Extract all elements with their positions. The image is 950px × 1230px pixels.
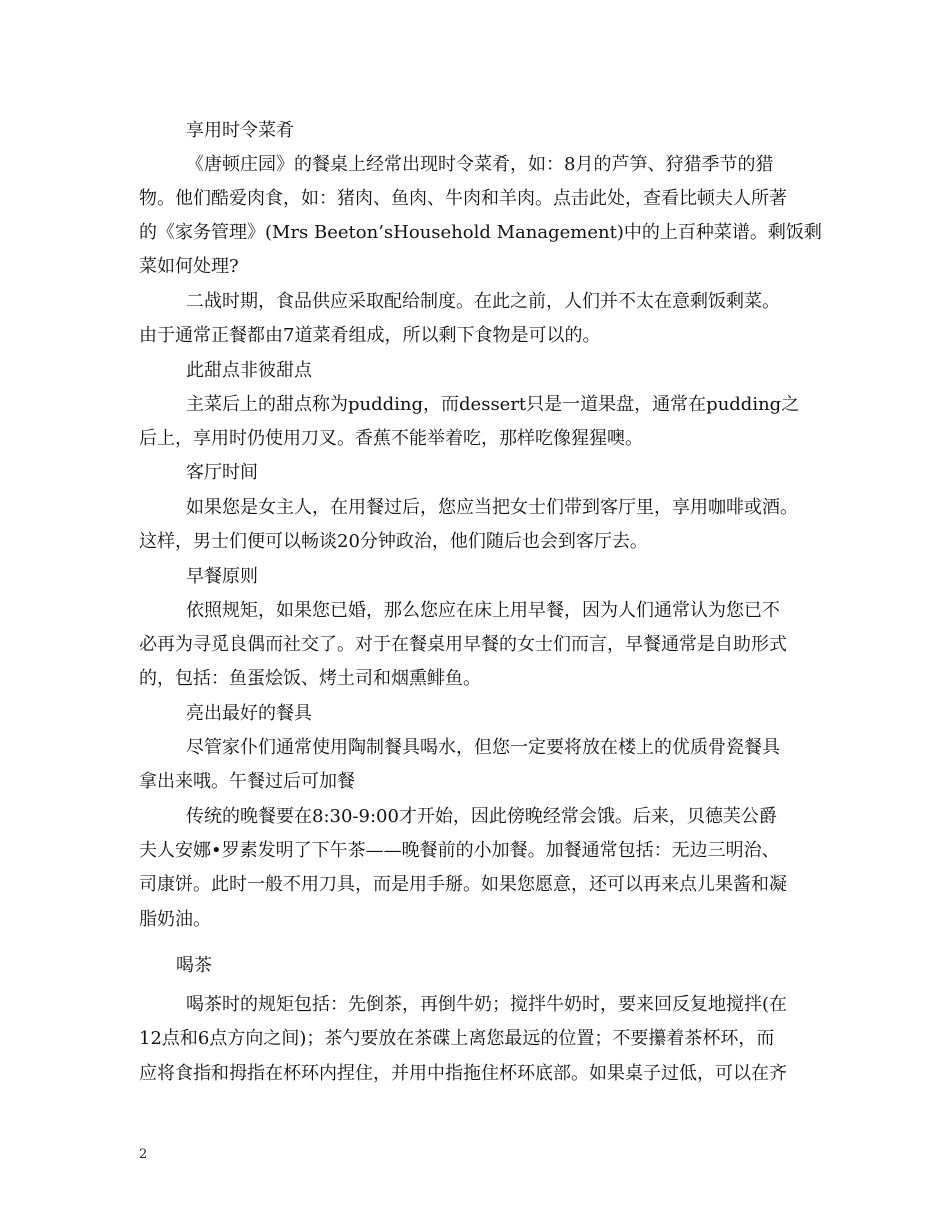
heading-seasonal-dishes: 享用时令菜肴 — [186, 120, 294, 141]
heading-best-tableware: 亮出最好的餐具 — [186, 703, 312, 724]
heading-drawing-room-time: 客厅时间 — [186, 462, 258, 483]
heading-breakfast-rules: 早餐原则 — [186, 566, 258, 587]
paragraph-line: 12点和6点方向之间)；茶勺要放在茶碟上离您最远的位置；不要攥着茶杯环，而 — [139, 1028, 775, 1049]
paragraph-line: 后上，享用时仍使用刀叉。香蕉不能举着吃，那样吃像猩猩噢。 — [139, 428, 643, 449]
paragraph-line: 必再为寻觅良偶而社交了。对于在餐桌用早餐的女士们而言，早餐通常是自助形式 — [139, 634, 787, 655]
paragraph-line: 这样，男士们便可以畅谈20分钟政治，他们随后也会到客厅去。 — [139, 531, 648, 552]
paragraph-line: 司康饼。此时一般不用刀具，而是用手掰。如果您愿意，还可以再来点儿果酱和凝 — [139, 874, 787, 895]
paragraph-line: 二战时期，食品供应采取配给制度。在此之前，人们并不太在意剩饭剩菜。 — [186, 291, 780, 312]
paragraph-line: 如果您是女主人，在用餐过后，您应当把女士们带到客厅里，享用咖啡或酒。 — [186, 497, 798, 518]
paragraph-line: 的，包括：鱼蛋烩饭、烤土司和烟熏鲱鱼。 — [139, 668, 481, 689]
paragraph-line: 《唐顿庄园》的餐桌上经常出现时令菜肴，如：8月的芦笋、狩猎季节的猎 — [186, 154, 774, 175]
heading-drinking-tea: 喝茶 — [176, 955, 212, 976]
paragraph-line: 的《家务管理》(Mrs Beeton’sHousehold Management)中的上百种菜谱。剩饭剩 — [139, 222, 822, 243]
heading-dessert: 此甜点非彼甜点 — [186, 360, 312, 381]
paragraph-line: 脂奶油。 — [139, 909, 211, 930]
paragraph-line: 传统的晚餐要在8:30-9:00才开始，因此傍晚经常会饿。后来，贝德芙公爵 — [186, 806, 777, 827]
page-number: 2 — [139, 1147, 148, 1162]
paragraph-line: 主菜后上的甜点称为pudding，而dessert只是一道果盘，通常在pudding之 — [186, 394, 800, 415]
paragraph-line: 菜如何处理? — [139, 256, 239, 277]
paragraph-line: 夫人安娜•罗素发明了下午茶——晚餐前的小加餐。加餐通常包括：无边三明治、 — [139, 840, 780, 861]
paragraph-line: 尽管家仆们通常使用陶制餐具喝水，但您一定要将放在楼上的优质骨瓷餐具 — [186, 737, 780, 758]
paragraph-line: 依照规矩，如果您已婚，那么您应在床上用早餐，因为人们通常认为您已不 — [186, 600, 780, 621]
paragraph-line: 物。他们酷爱肉食，如：猪肉、鱼肉、牛肉和羊肉。点击此处，查看比顿夫人所著 — [139, 188, 787, 209]
paragraph-line: 喝茶时的规矩包括：先倒茶，再倒牛奶；搅拌牛奶时，要来回反复地搅拌(在 — [186, 994, 788, 1015]
paragraph-line: 拿出来哦。午餐过后可加餐 — [139, 771, 355, 792]
paragraph-line: 应将食指和拇指在杯环内捏住，并用中指拖住杯环底部。如果桌子过低，可以在齐 — [139, 1063, 787, 1084]
paragraph-line: 由于通常正餐都由7道菜肴组成，所以剩下食物是可以的。 — [139, 325, 601, 346]
